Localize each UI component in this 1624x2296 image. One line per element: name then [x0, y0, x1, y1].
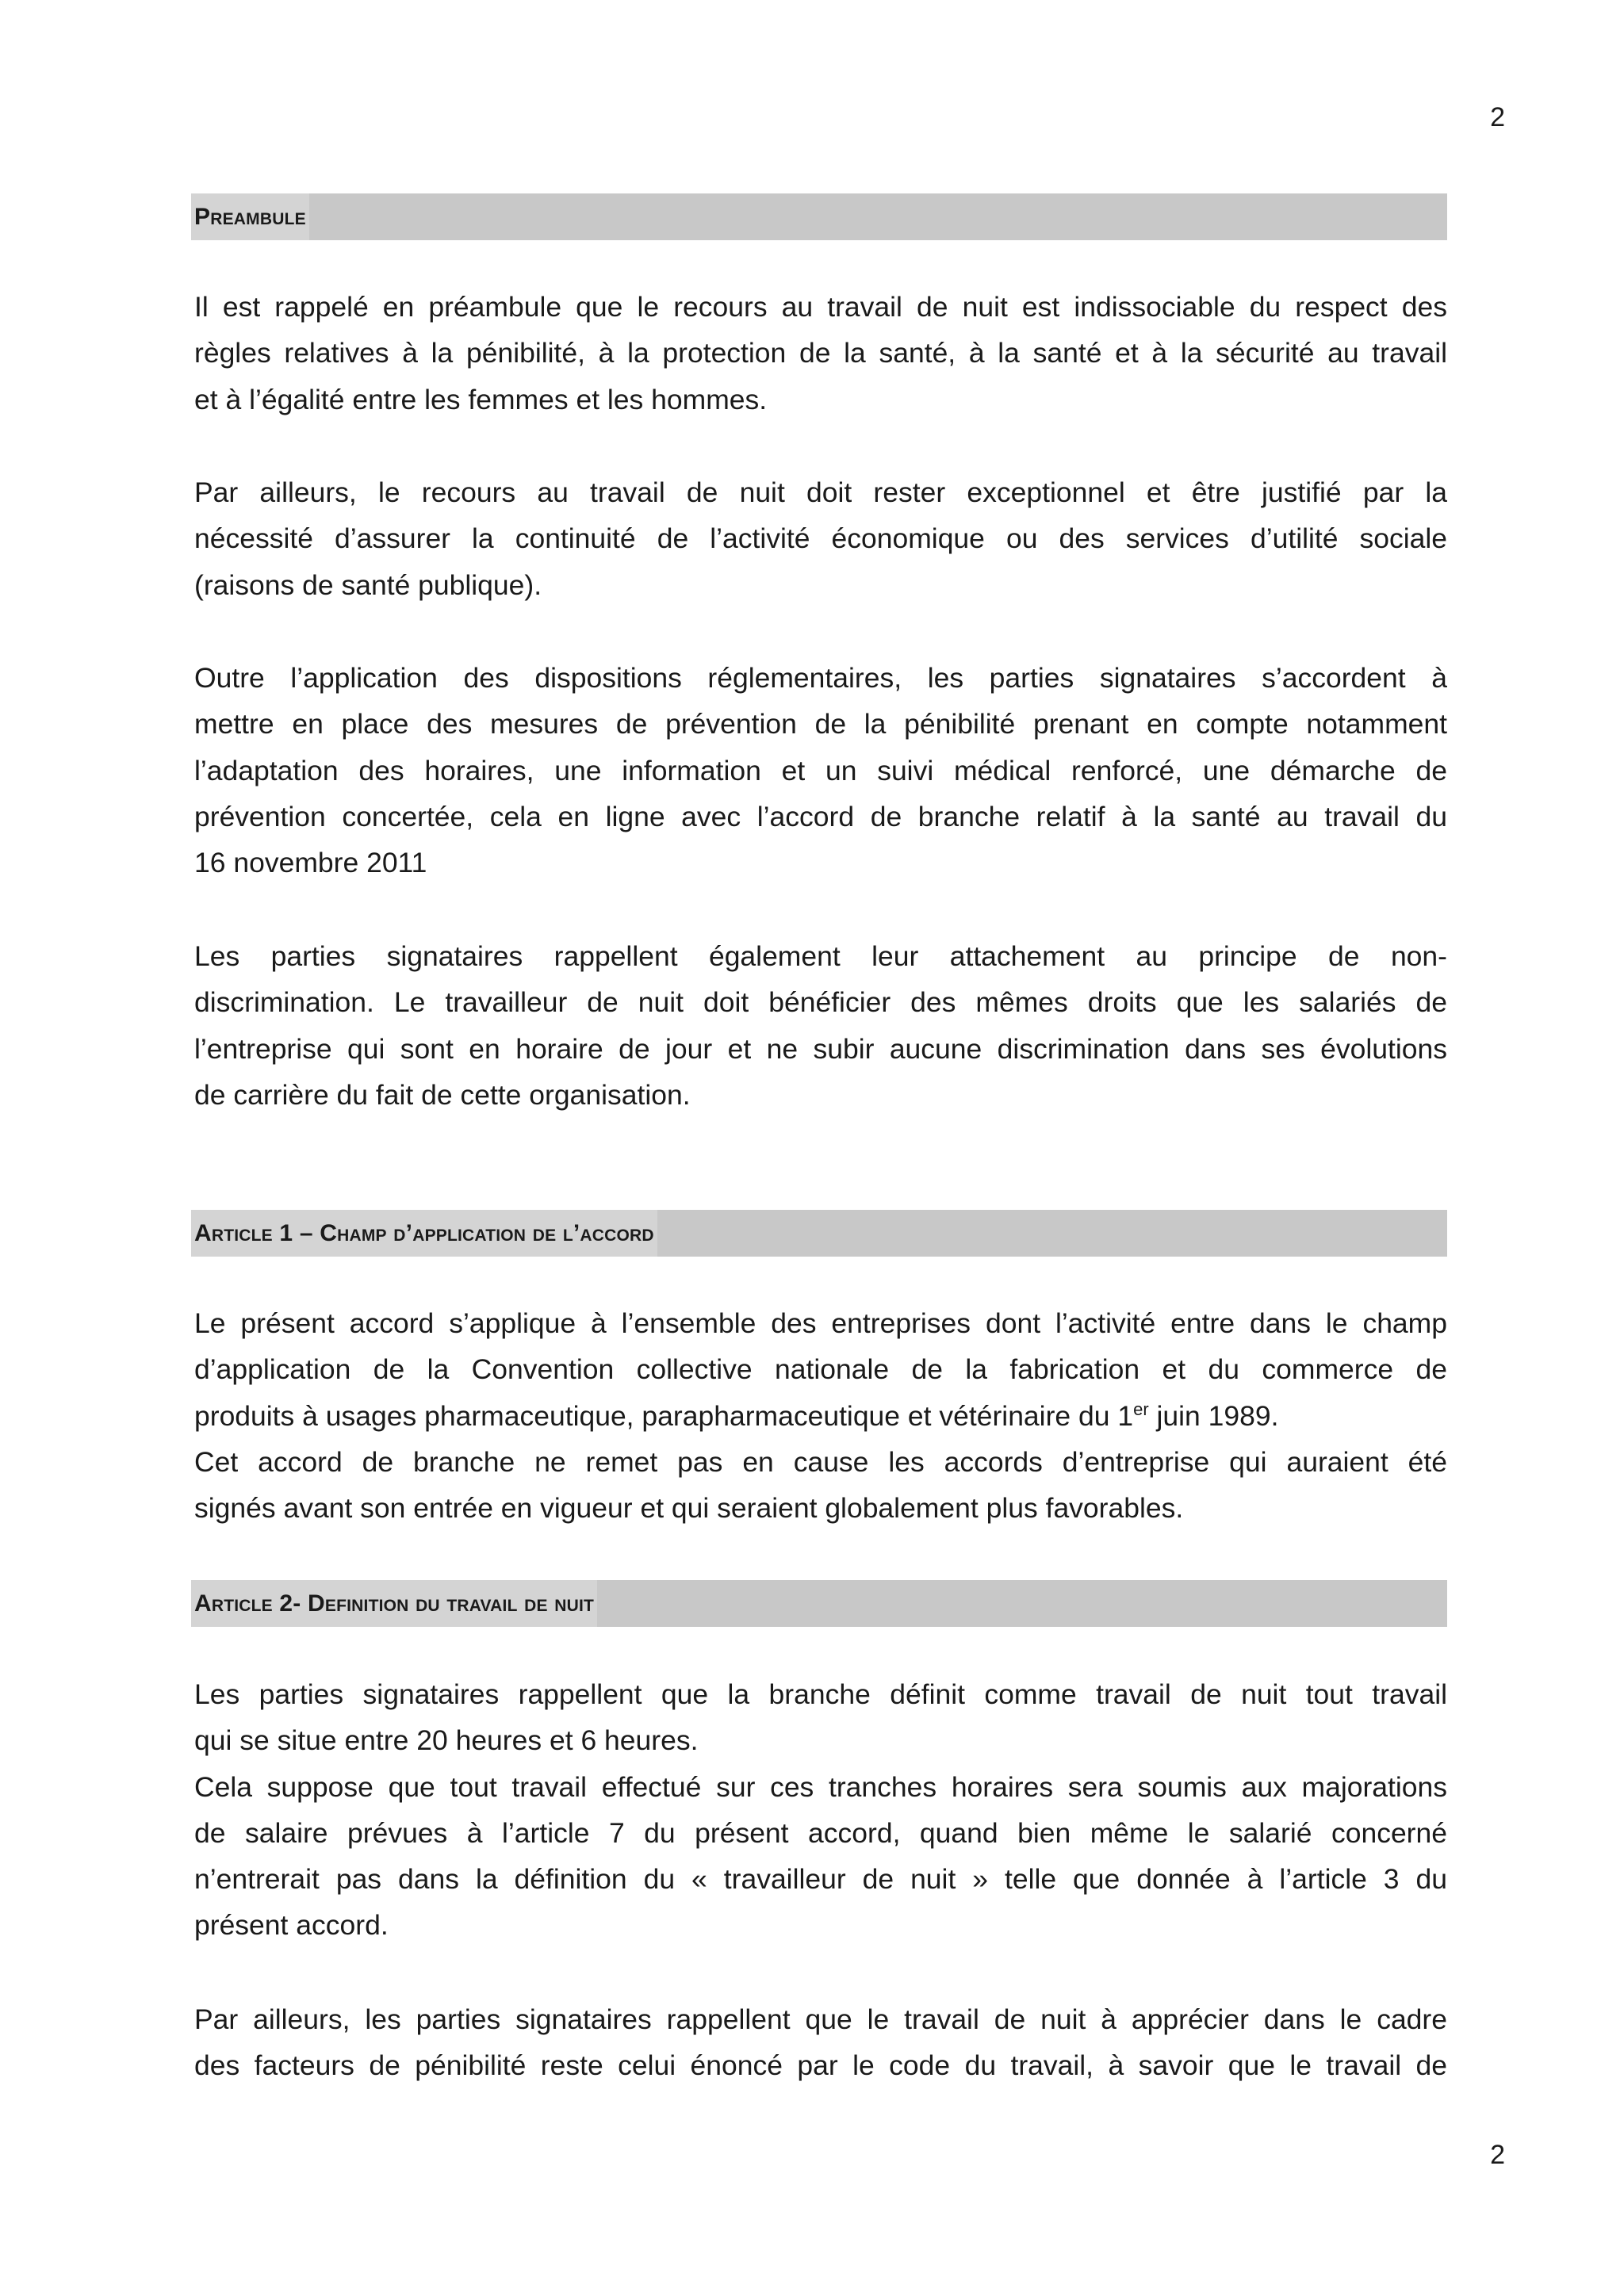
section-header-band [191, 1210, 1447, 1257]
page-number-top: 2 [1490, 102, 1505, 132]
text-line: nécessité d’assurer la continuité de l’activité économique ou des services d’utilité sociale [194, 522, 1447, 555]
section-heading-preambule: Preambule [191, 193, 309, 240]
text-line: Cela suppose que tout travail effectué sur ces tranches horaires sera soumis aux majorations [194, 1770, 1447, 1803]
section-header-band [191, 193, 1447, 240]
text-line: de salaire prévues à l’article 7 du présent accord, quand bien même le salarié concerné [194, 1816, 1447, 1849]
text-line: Par ailleurs, le recours au travail de nuit doit rester exceptionnel et être justifié par la [194, 476, 1447, 508]
paragraph [194, 1671, 1447, 1949]
text-line: Les parties signataires rappellent que la branche définit comme travail de nuit tout travail [194, 1678, 1447, 1710]
paragraph [194, 933, 1447, 1118]
text-line: l’entreprise qui sont en horaire de jour et ne subir aucune discrimination dans ses évolutions [194, 1032, 1447, 1065]
text-line: règles relatives à la pénibilité, à la protection de la santé, à la santé et à la sécurité au travail [194, 337, 1447, 369]
text-line: d’application de la Convention collective nationale de la fabrication et du commerce de [194, 1353, 1447, 1386]
text-line: discrimination. Le travailleur de nuit doit bénéficier des mêmes droits que les salariés de [194, 986, 1447, 1019]
text-line: et à l’égalité entre les femmes et les hommes. [194, 383, 768, 415]
paragraph [194, 1300, 1447, 1531]
page-number-bottom: 2 [1490, 2140, 1505, 2170]
text-line: mettre en place des mesures de prévention de la pénibilité prenant en compte notamment [194, 708, 1447, 740]
text-line [194, 1393, 1447, 1439]
text-line: Par ailleurs, les parties signataires rappellent que le travail de nuit à apprécier dans le cadre [194, 2003, 1447, 2035]
text-line: Outre l’application des dispositions réglementaires, les parties signataires s’accordent à [194, 662, 1447, 694]
text-line: des facteurs de pénibilité reste celui énoncé par le code du travail, à savoir que le travail de [194, 2049, 1447, 2082]
section-heading-article-1: Article 1 – Champ d’application de l’accord [191, 1210, 657, 1257]
paragraph [194, 655, 1447, 886]
text-line: Cet accord de branche ne remet pas en cause les accords d’entreprise qui auraient été [194, 1445, 1447, 1478]
superscript: er [1133, 1399, 1149, 1419]
paragraph [194, 469, 1447, 608]
text-line: n’entrerait pas dans la définition du « travailleur de nuit » telle que donnée à l’article 3 du [194, 1863, 1447, 1896]
text-line: Il est rappelé en préambule que le recours au travail de nuit est indissociable du respect des [194, 291, 1447, 323]
text-line: présent accord. [194, 1909, 389, 1942]
text-line: (raisons de santé publique). [194, 568, 542, 601]
paragraph [194, 284, 1447, 423]
text-line: l’adaptation des horaires, une information et un suivi médical renforcé, une démarche de [194, 754, 1447, 786]
section-header-band [191, 1580, 1447, 1627]
text-line: de carrière du fait de cette organisation. [194, 1078, 691, 1111]
text-line: signés avant son entrée en vigueur et qui seraient globalement plus favorables. [194, 1492, 1184, 1525]
text-segment: produits à usages pharmaceutique, parapharmaceutique et vétérinaire du 1 [194, 1399, 1134, 1432]
text-line: qui se situe entre 20 heures et 6 heures. [194, 1724, 699, 1757]
text-line: 16 novembre 2011 [194, 847, 427, 879]
text-line: Les parties signataires rappellent également leur attachement au principe de non- [194, 940, 1447, 972]
text-line: prévention concertée, cela en ligne avec l’accord de branche relatif à la santé au travail du [194, 800, 1447, 832]
paragraph [194, 1996, 1447, 2089]
text-segment: juin 1989. [1148, 1399, 1279, 1432]
section-heading-article-2: Article 2- Definition du travail de nuit [191, 1580, 597, 1627]
text-line: Le présent accord s’applique à l’ensemble des entreprises dont l’activité entre dans le champ [194, 1307, 1447, 1339]
